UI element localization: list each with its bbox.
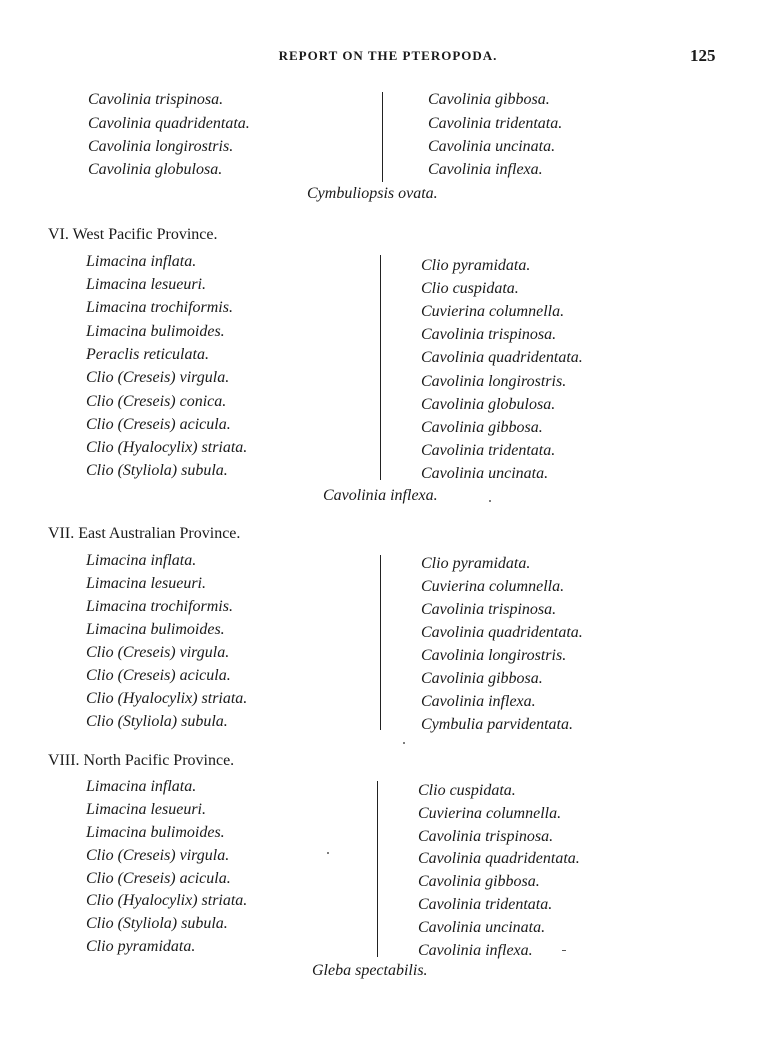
column-divider (380, 555, 381, 730)
species-entry: Clio (Hyalocylix) striata. (86, 690, 248, 707)
species-entry: Cavolinia quadridentata. (418, 850, 580, 867)
species-entry: Cuvierina columnella. (421, 578, 565, 595)
section-footer-entry: Cymbuliopsis ovata. (307, 185, 438, 202)
print-speck (489, 500, 491, 502)
species-entry: Cavolinia longirostris. (421, 647, 567, 664)
print-speck (403, 742, 405, 744)
species-entry: Cavolinia uncinata. (428, 138, 556, 155)
species-entry: Cavolinia tridentata. (421, 442, 556, 459)
species-entry: Limacina lesueuri. (86, 276, 206, 293)
species-entry: Peraclis reticulata. (86, 346, 209, 363)
species-entry: Limacina trochiformis. (86, 598, 233, 615)
province-heading: VI. West Pacific Province. (48, 226, 218, 243)
species-entry: Cavolinia tridentata. (428, 115, 563, 132)
species-entry: Limacina inflata. (86, 253, 197, 270)
species-entry: Limacina bulimoides. (86, 824, 225, 841)
column-divider (380, 255, 381, 480)
species-entry: Clio (Creseis) acicula. (86, 667, 231, 684)
species-entry: Cavolinia uncinata. (421, 465, 549, 482)
species-entry: Limacina lesueuri. (86, 801, 206, 818)
species-entry: Clio (Creseis) acicula. (86, 870, 231, 887)
species-entry: Clio (Styliola) subula. (86, 915, 228, 932)
species-entry: Cavolinia tridentata. (418, 896, 553, 913)
species-entry: Limacina trochiformis. (86, 299, 233, 316)
species-entry: Clio pyramidata. (421, 555, 531, 572)
species-entry: Clio (Hyalocylix) striata. (86, 892, 248, 909)
species-entry: Cavolinia trispinosa. (418, 828, 554, 845)
species-entry: Clio (Creseis) acicula. (86, 416, 231, 433)
print-speck (327, 852, 329, 854)
species-entry: Clio pyramidata. (86, 938, 196, 955)
species-entry: Clio (Creseis) virgula. (86, 847, 230, 864)
running-header-title: REPORT ON THE PTEROPODA. (278, 48, 498, 63)
species-entry: Cavolinia inflexa. (421, 693, 536, 710)
print-speck (562, 950, 566, 951)
species-entry: Limacina inflata. (86, 552, 197, 569)
species-entry: Clio cuspidata. (418, 782, 516, 799)
species-entry: Cavolinia uncinata. (418, 919, 546, 936)
species-entry: Clio (Creseis) virgula. (86, 369, 230, 386)
species-entry: Cavolinia longirostris. (88, 138, 234, 155)
species-entry: Cavolinia globulosa. (421, 396, 556, 413)
species-entry: Cavolinia quadridentata. (421, 624, 583, 641)
species-entry: Cavolinia trispinosa. (421, 326, 557, 343)
species-entry: Limacina lesueuri. (86, 575, 206, 592)
species-entry: Clio (Creseis) conica. (86, 393, 227, 410)
page-number: 125 (690, 46, 716, 65)
species-entry: Cavolinia quadridentata. (421, 349, 583, 366)
species-entry: Cavolinia gibbosa. (428, 91, 550, 108)
species-entry: Cavolinia inflexa. (428, 161, 543, 178)
species-entry: Cavolinia quadridentata. (88, 115, 250, 132)
species-entry: Cavolinia trispinosa. (88, 91, 224, 108)
column-divider (377, 781, 378, 957)
species-entry: Cuvierina columnella. (421, 303, 565, 320)
species-entry: Clio (Hyalocylix) striata. (86, 439, 248, 456)
species-entry: Limacina inflata. (86, 778, 197, 795)
species-entry: Clio pyramidata. (421, 257, 531, 274)
species-entry: Cavolinia gibbosa. (421, 419, 543, 436)
species-entry: Cavolinia globulosa. (88, 161, 223, 178)
species-entry: Cymbulia parvidentata. (421, 716, 573, 733)
species-entry: Clio (Styliola) subula. (86, 713, 228, 730)
section-footer-entry: Gleba spectabilis. (312, 962, 428, 979)
species-entry: Cavolinia inflexa. (418, 942, 533, 959)
species-entry: Cuvierina columnella. (418, 805, 562, 822)
column-divider (382, 92, 383, 182)
province-heading: VIII. North Pacific Province. (48, 752, 235, 769)
species-entry: Cavolinia gibbosa. (418, 873, 540, 890)
species-entry: Clio cuspidata. (421, 280, 519, 297)
section-footer-entry: Cavolinia inflexa. (323, 487, 438, 504)
species-entry: Clio (Styliola) subula. (86, 462, 228, 479)
species-entry: Limacina bulimoides. (86, 323, 225, 340)
species-entry: Limacina bulimoides. (86, 621, 225, 638)
species-entry: Clio (Creseis) virgula. (86, 644, 230, 661)
species-entry: Cavolinia longirostris. (421, 373, 567, 390)
species-entry: Cavolinia trispinosa. (421, 601, 557, 618)
species-entry: Cavolinia gibbosa. (421, 670, 543, 687)
province-heading: VII. East Australian Province. (48, 525, 241, 542)
